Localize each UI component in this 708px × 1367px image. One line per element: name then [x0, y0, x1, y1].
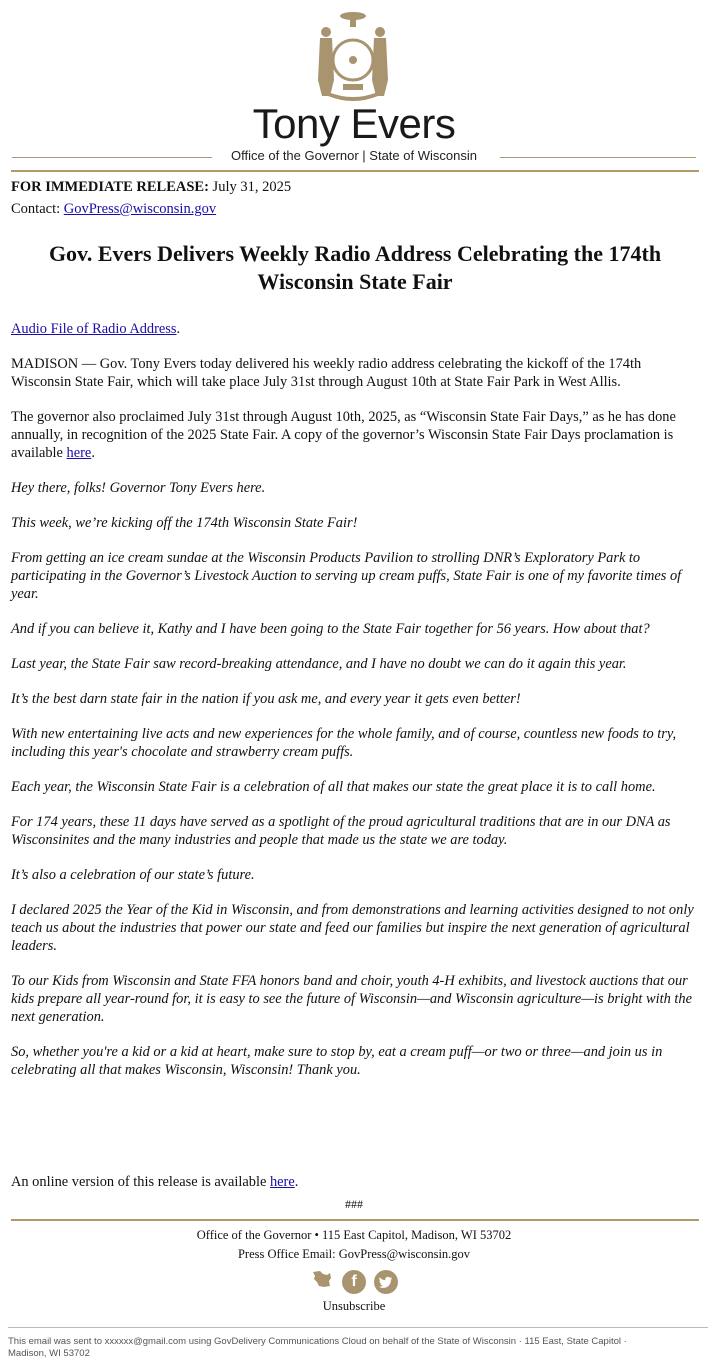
divider-right — [500, 157, 696, 158]
release-line — [11, 176, 291, 198]
footer-rule — [11, 1219, 699, 1221]
online-end: . — [294, 1174, 299, 1190]
header-rule — [11, 170, 699, 172]
contact-line — [11, 198, 291, 220]
intro-paragraph: MADISON — Gov. Tony Evers today delivered his weekly radio address celebrating the kickoff of the 174th Wisconsin State Fair, which will take place July 31st through August 10th at State Fair Park in West Allis. — [11, 356, 642, 390]
office-line — [0, 148, 708, 166]
delivery-disclaimer: This email was sent to xxxxxx@gmail.com using GovDelivery Communications Cloud on behalf of the State of Wisconsin · 115 East, State Capitol · Madison, WI 53702 — [8, 1336, 627, 1359]
proclamation-link[interactable]: here — [66, 445, 92, 461]
address-paragraph: Last year, the State Fair saw record-breaking attendance, and I have no doubt we can do it again this year. — [11, 656, 627, 672]
address-paragraph: To our Kids from Wisconsin and State FFA honors band and choir, youth 4-H exhibits, and livestock auctions that our kids prepare all year-round for, it is easy to see the future of Wisconsin—and Wisconsin agriculture—is bright with the next generation. — [11, 973, 692, 1025]
online-version-line — [11, 1174, 298, 1191]
governor-name: Tony Evers — [252, 100, 456, 147]
release-date: July 31, 2025 — [212, 179, 292, 195]
unsubscribe-line — [0, 1299, 708, 1314]
address-paragraph: For 174 years, these 11 days have served as a spotlight of the proud agricultural traditions that are in our DNA as Wisconsinites and the many industries and people that made us the state we are today. — [11, 814, 671, 848]
address-paragraph: Each year, the Wisconsin State Fair is a celebration of all that makes our state the great place it is to call home. — [11, 779, 656, 795]
unsubscribe-link[interactable]: Unsubscribe — [322, 1299, 386, 1313]
audio-suffix: . — [176, 321, 181, 337]
address-paragraph: It’s also a celebration of our state’s future. — [11, 867, 255, 883]
facebook-icon[interactable]: f — [342, 1270, 366, 1294]
footer — [0, 1226, 708, 1264]
audio-paragraph — [11, 320, 699, 338]
twitter-icon[interactable] — [374, 1270, 398, 1294]
address-paragraph: And if you can believe it, Kathy and I have been going to the State Fair together for 56 years. How about that? — [11, 621, 650, 637]
address-paragraph: So, whether you're a kid or a kid at heart, make sure to stop by, eat a cream puff—or two or three—and join us in celebrating all that makes Wisconsin, Wisconsin! Thank you. — [11, 1044, 663, 1078]
audio-file-link[interactable]: Audio File of Radio Address — [11, 321, 177, 337]
proclamation-paragraph — [11, 408, 699, 462]
release-label: FOR IMMEDIATE RELEASE: — [11, 179, 209, 195]
address-paragraph: It’s the best darn state fair in the nation if you ask me, and every year it gets even better! — [11, 691, 521, 707]
disclaimer-divider — [8, 1327, 708, 1328]
letterhead — [0, 0, 708, 175]
social-links — [0, 1267, 708, 1296]
proclamation-text: The governor also proclaimed July 31st through August 10th, 2025, as “Wisconsin State Fair Days,” as he has done annually, in recognition of the 2025 State Fair. A copy of the governor’s Wisconsin State Fair Days proclamation is available — [11, 409, 676, 461]
release-body — [11, 320, 699, 1096]
footer-press-email: Press Office Email: GovPress@wisconsin.gov — [237, 1247, 471, 1261]
end-mark: ### — [345, 1197, 363, 1211]
release-meta — [11, 176, 291, 220]
contact-label: Contact: — [11, 201, 61, 217]
online-text: An online version of this release is available — [11, 1174, 270, 1190]
state-seal-icon — [308, 10, 398, 102]
address-paragraph: With new entertaining live acts and new experiences for the whole family, and of course, countless new foods to try, including this year's chocolate and strawberry cream puffs. — [11, 726, 677, 760]
contact-email-link[interactable]: GovPress@wisconsin.gov — [63, 201, 217, 217]
wisconsin-icon[interactable] — [310, 1267, 334, 1296]
divider-left — [12, 157, 212, 158]
online-version-link[interactable]: here — [269, 1174, 295, 1190]
proclamation-end: . — [91, 445, 95, 461]
headline: Gov. Evers Delivers Weekly Radio Address Celebrating the 174th Wisconsin State Fair — [48, 241, 662, 294]
footer-address: Office of the Governor • 115 East Capitol, Madison, WI 53702 — [196, 1228, 512, 1242]
address-paragraph: This week, we’re kicking off the 174th Wisconsin State Fair! — [11, 515, 358, 531]
office-text: Office of the Governor | State of Wisconsin — [231, 148, 477, 163]
address-paragraph: From getting an ice cream sundae at the Wisconsin Products Pavilion to strolling DNR’s Exploratory Park to participating in the Governor’s Livestock Auction to serving up cream puffs, State Fair is one of my favorite times of year. — [11, 550, 682, 602]
address-paragraph: Hey there, folks! Governor Tony Evers here. — [11, 480, 266, 496]
address-paragraph: I declared 2025 the Year of the Kid in Wisconsin, and from demonstrations and learning activities designed to not only teach us about the industries that power our state and feed our families but inspire the next generation of agricultural leaders. — [11, 902, 694, 954]
